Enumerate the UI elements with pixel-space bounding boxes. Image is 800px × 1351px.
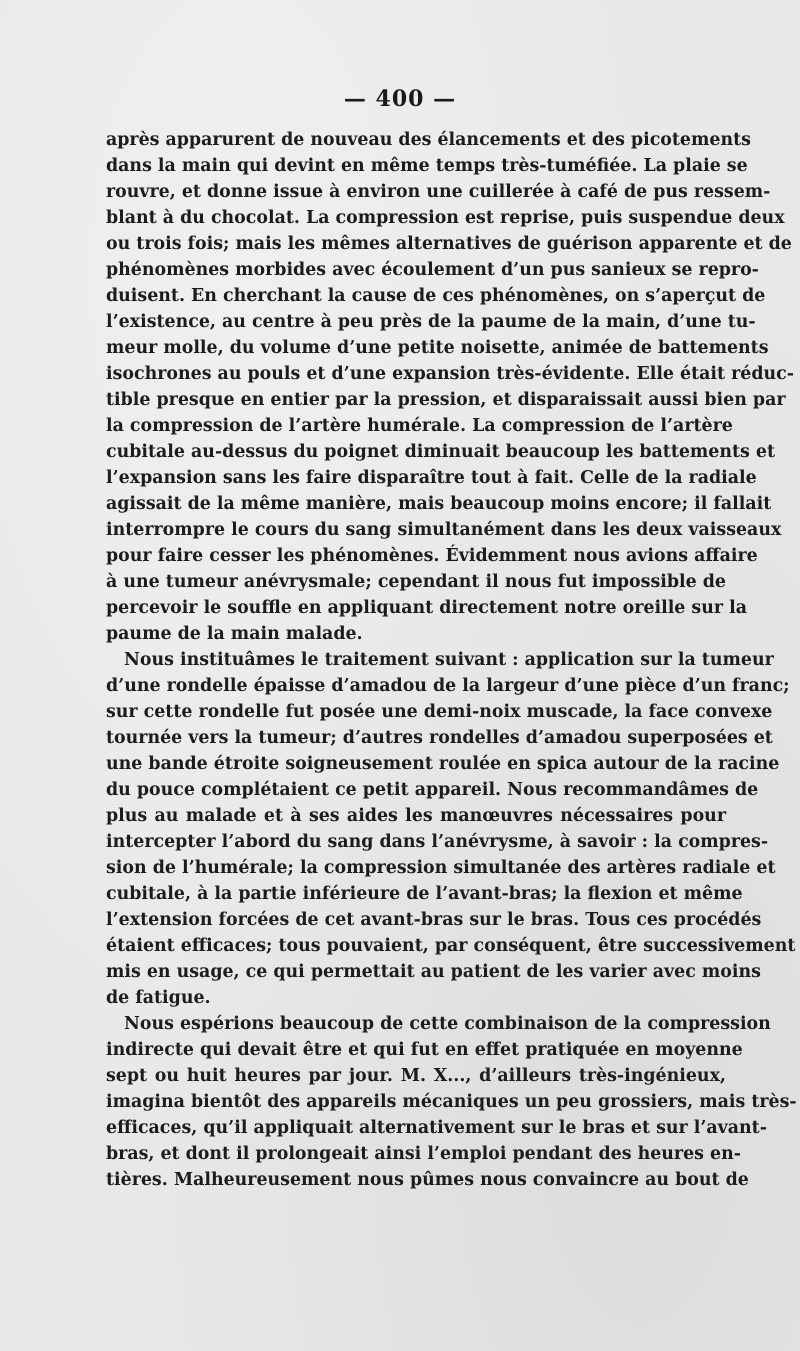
text-line: Nous instituâmes le traitement suivant : application sur la tumeur <box>124 650 774 670</box>
text-line: après apparurent de nouveau des élancements et des picotements <box>106 130 751 150</box>
text-line: rouvre, et donne issue à environ une cuillerée à café de pus ressem- <box>106 182 771 202</box>
text-line: cubitale, à la partie inférieure de l’avant-bras; la flexion et même <box>106 884 743 904</box>
text-line: imagina bientôt des appareils mécaniques un peu grossiers, mais très- <box>106 1092 797 1112</box>
text-line: mis en usage, ce qui permettait au patient de les varier avec moins <box>106 962 761 982</box>
text-line: à une tumeur anévrysmale; cependant il nous fut impossible de <box>106 572 726 592</box>
text-line: efficaces, qu’il appliquait alternativement sur le bras et sur l’avant- <box>106 1118 767 1138</box>
text-line: plus au malade et à ses aides les manœuvres nécessaires pour <box>106 806 726 826</box>
text-line: d’une rondelle épaisse d’amadou de la largeur d’une pièce d’un franc; <box>106 676 790 696</box>
text-line: intercepter l’abord du sang dans l’anévrysme, à savoir : la compres- <box>106 832 769 852</box>
text-line: une bande étroite soigneusement roulée en spica autour de la racine <box>106 754 780 774</box>
text-line: l’existence, au centre à peu près de la paume de la main, d’une tu- <box>106 312 756 332</box>
text-line: sept ou huit heures par jour. M. X..., d’ailleurs très-ingénieux, <box>106 1066 726 1086</box>
text-line: meur molle, du volume d’une petite noisette, animée de battements <box>106 338 769 358</box>
text-line: isochrones au pouls et d’une expansion très-évidente. Elle était réduc- <box>106 364 794 384</box>
text-line: l’expansion sans les faire disparaître tout à fait. Celle de la radiale <box>106 468 757 488</box>
text-line: dans la main qui devint en même temps très-tuméfiée. La plaie se <box>106 156 748 176</box>
text-line: ou trois fois; mais les mêmes alternatives de guérison apparente et de <box>106 234 792 254</box>
text-line: tières. Malheureusement nous pûmes nous convaincre au bout de <box>106 1170 749 1190</box>
text-line: tible presque en entier par la pression, et disparaissait aussi bien par <box>106 390 786 410</box>
text-line: phénomènes morbides avec écoulement d’un pus sanieux se repro- <box>106 260 759 280</box>
text-line: sion de l’humérale; la compression simultanée des artères radiale et <box>106 858 776 878</box>
text-line: agissait de la même manière, mais beaucoup moins encore; il fallait <box>106 494 772 514</box>
body-text <box>106 127 797 1193</box>
paragraph-2 <box>106 647 796 1011</box>
text-line: percevoir le souffle en appliquant directement notre oreille sur la <box>106 598 747 618</box>
page-number: — 400 — <box>343 86 457 112</box>
paragraph-1 <box>106 127 794 647</box>
text-line: paume de la main malade. <box>106 624 363 644</box>
text-line: blant à du chocolat. La compression est reprise, puis suspendue deux <box>106 208 785 228</box>
text-line: indirecte qui devait être et qui fut en effet pratiquée en moyenne <box>106 1040 743 1060</box>
text-line: pour faire cesser les phénomènes. Évidemment nous avions affaire <box>106 546 758 566</box>
text-line: l’extension forcées de cet avant-bras sur le bras. Tous ces procédés <box>106 910 762 930</box>
text-line: duisent. En cherchant la cause de ces phénomènes, on s’aperçut de <box>106 286 766 306</box>
text-line: de fatigue. <box>106 988 211 1008</box>
text-line: cubitale au-dessus du poignet diminuait beaucoup les battements et <box>106 442 775 462</box>
text-line: tournée vers la tumeur; d’autres rondelles d’amadou superposées et <box>106 728 773 748</box>
text-line: sur cette rondelle fut posée une demi-noix muscade, la face convexe <box>106 702 773 722</box>
text-line: la compression de l’artère humérale. La compression de l’artère <box>106 416 733 436</box>
text-line: bras, et dont il prolongeait ainsi l’emploi pendant des heures en- <box>106 1144 741 1164</box>
text-line: du pouce complétaient ce petit appareil. Nous recommandâmes de <box>106 780 759 800</box>
text-line: étaient efficaces; tous pouvaient, par conséquent, être successivement <box>106 936 796 956</box>
paragraph-3 <box>106 1011 797 1193</box>
text-line: Nous espérions beaucoup de cette combinaison de la compression <box>124 1014 771 1034</box>
text-line: interrompre le cours du sang simultanément dans les deux vaisseaux <box>106 520 782 540</box>
